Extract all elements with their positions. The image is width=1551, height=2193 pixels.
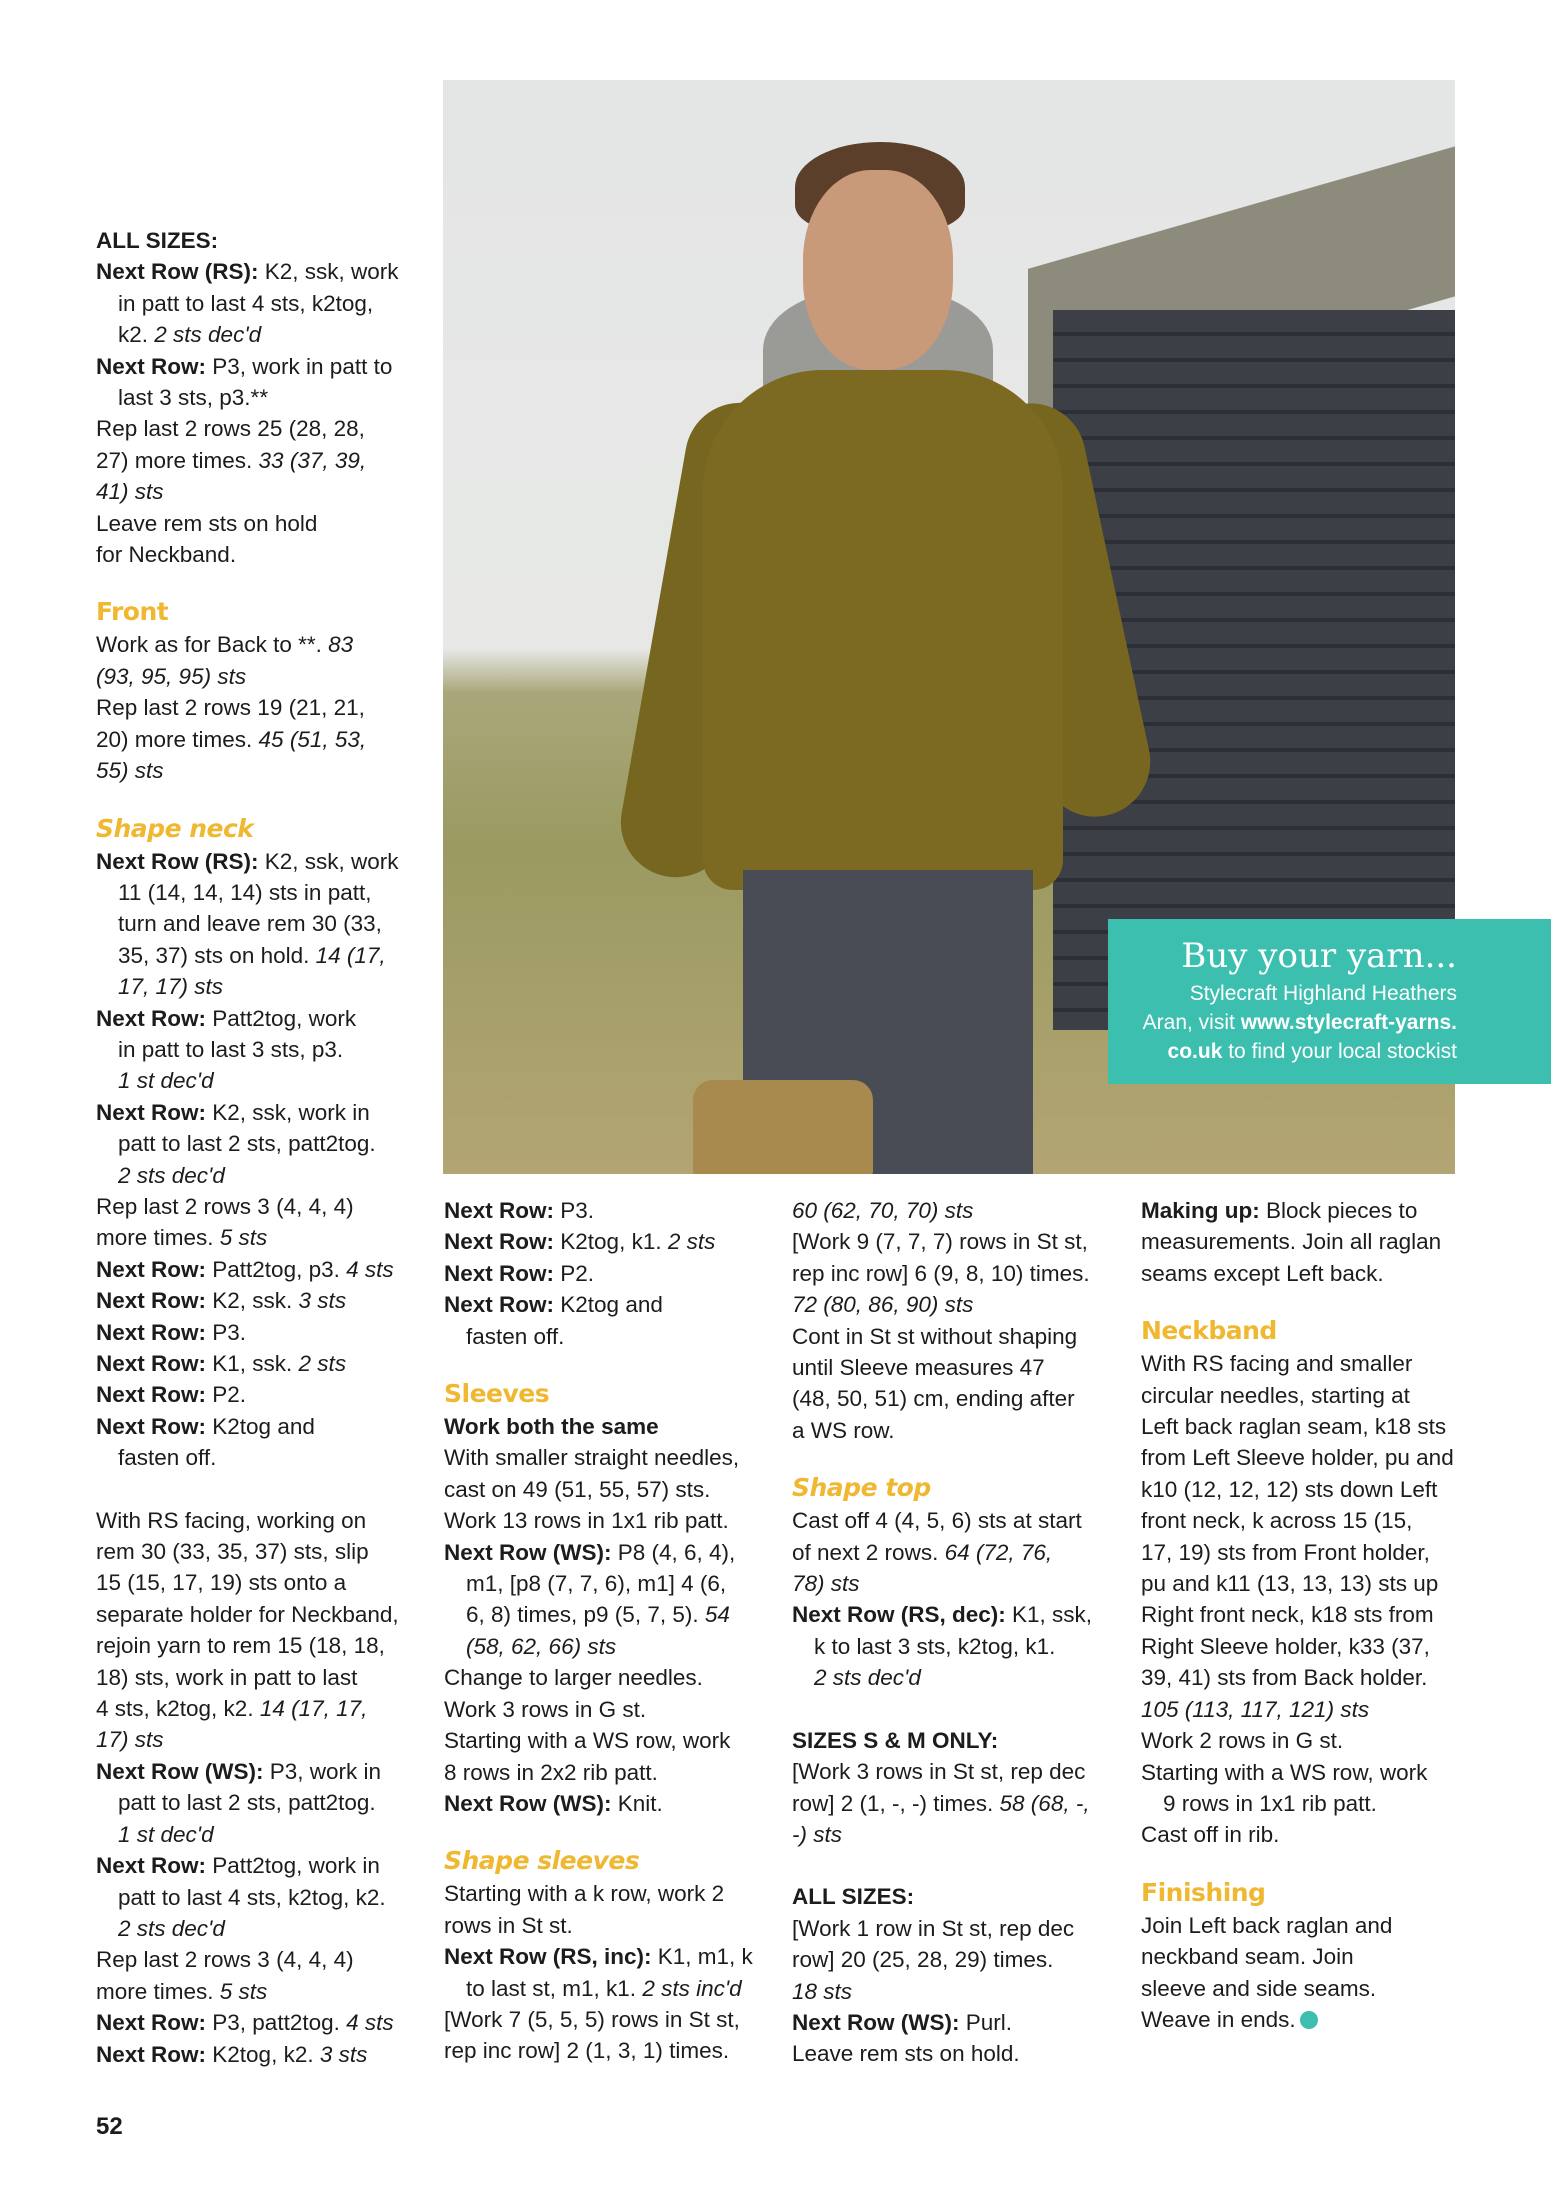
face — [803, 170, 953, 370]
sweater — [703, 370, 1063, 890]
column-2: Next Row: P3. Next Row: K2tog, k1. 2 sts Next Row: P2. Next Row: K2tog and fasten off. Sleeves Work both the same With smaller straight needles, cast on 49 (51, 55, 57) sts. Work 13 rows in 1x1 rib patt. Next Row (WS): P8 (4, 6, 4), m1, [p8 (7, 7, 6), m1] 4 (6, 6, 8) times, p9 (5, 7, 5). 54 (58, 62, 66) sts Change to larger needles. Work 3 rows in G st. Starting with a WS row, work 8 rows in 2x2 rib patt. Next Row (WS): Knit. Shape sleeves Starting with a k row, work 2 rows in St st. Next Row (RS, inc): K1, m1, k to last st, m1, k1. 2 sts inc'd [Work 7 (5, 5, 5) rows in St st, rep inc row] 2 (1, 3, 1) times. — [444, 1195, 774, 2067]
yarn-website-link[interactable]: www.stylecraft-yarns. — [1240, 1011, 1457, 1034]
buy-yarn-line1: Stylecraft Highland Heathers — [1189, 982, 1457, 1005]
heading-sleeves: Sleeves — [444, 1379, 550, 1409]
page-number: 52 — [96, 2113, 123, 2140]
yarn-website-link-end[interactable]: co.uk — [1167, 1040, 1223, 1063]
heading-shape-top: Shape top — [792, 1473, 931, 1503]
yarn-ball-icon — [1300, 2011, 1318, 2029]
column-1: ALL SIZES: Next Row (RS): K2, ssk, work in patt to last 4 sts, k2tog, k2. 2 sts dec'd Next Row: P3, work in patt to last 3 sts, p3.** Rep last 2 rows 25 (28, 28, 27) more times. 33 (37, 39, 41) sts Leave rem sts on hold for Neckband. Front Work as for Back to **. 83 (93, 95, 95) sts Rep last 2 rows 19 (21, 21, 20) more times. 45 (51, 53, 55) sts Shape neck Next Row (RS): K2, ssk, work 11 (14, 14, 14) sts in patt, turn and leave rem 30 (33, 35, 37) sts on hold. 14 (17, 17, 17) sts Next Row: Patt2tog, work in patt to last 3 sts, p3. 1 st dec'd Next Row: K2, ssk, work in patt to last 2 sts, patt2tog. 2 sts dec'd Rep last 2 rows 3 (4, 4, 4) more times. 5 sts Next Row: Patt2tog, p3. 4 sts Next Row: K2, ssk. 3 sts Next Row: P3. Next Row: K1, ssk. 2 sts Next Row: P2. Next Row: K2tog and fasten off. With RS facing, working on rem 30 (33, 35, 37) sts, slip 15 (15, 17, 19) sts onto a separate holder for Neckband, rejoin yarn to rem 15 (18, 18, 18) sts, work in patt to last 4 sts, k2tog, k2. 14 (17, 17, 17) sts Next Row (WS): P3, work in patt to last 2 sts, patt2tog. 1 st dec'd Next Row: Patt2tog, work in patt to last 4 sts, k2tog, k2. 2 sts dec'd Rep last 2 rows 3 (4, 4, 4) more times. 5 sts Next Row: P3, patt2tog. 4 sts Next Row: K2tog, k2. 3 sts — [96, 225, 426, 2070]
buy-yarn-line2: Aran, visit www.stylecraft-yarns. — [1142, 1011, 1457, 1034]
heading-shape-neck: Shape neck — [96, 813, 254, 843]
bag — [693, 1080, 873, 1174]
buy-yarn-line3: co.uk to find your local stockist — [1167, 1040, 1457, 1063]
heading-shape-sleeves: Shape sleeves — [444, 1846, 640, 1876]
heading-finishing: Finishing — [1141, 1877, 1266, 1907]
heading-neckband: Neckband — [1141, 1316, 1277, 1346]
buy-yarn-title: Buy your yarn... — [1181, 936, 1457, 976]
buy-yarn-box — [1108, 919, 1551, 1084]
column-3: 60 (62, 70, 70) sts [Work 9 (7, 7, 7) rows in St st, rep inc row] 6 (9, 8, 10) times. 72 (80, 86, 90) sts Cont in St st without shaping until Sleeve measures 47 (48, 50, 51) cm, ending after a WS row. Shape top Cast off 4 (4, 5, 6) sts at start of next 2 rows. 64 (72, 76, 78) sts Next Row (RS, dec): K1, ssk, k to last 3 sts, k2tog, k1. 2 sts dec'd SIZES S & M ONLY: [Work 3 rows in St st, rep dec row] 2 (1, -, -) times. 58 (68, -, -) sts ALL SIZES: [Work 1 row in St st, rep dec row] 20 (25, 28, 29) times. 18 sts Next Row (WS): Purl. Leave rem sts on hold. — [792, 1195, 1122, 2070]
column-4: Making up: Block pieces to measurements. Join all raglan seams except Left back. Neckband With RS facing and smaller circular needles, starting at Left back raglan seam, k18 sts from Left Sleeve holder, pu and k10 (12, 12, 12) sts down Left front neck, k across 15 (15, 17, 19) sts from Front holder, pu and k11 (13, 13, 13) sts up Right front neck, k18 sts from Right Sleeve holder, k33 (37, 39, 41) sts from Back holder. 105 (113, 117, 121) sts Work 2 rows in G st. Starting with a WS row, work 9 rows in 1x1 rib patt. Cast off in rib. Finishing Join Left back raglan and neckband seam. Join sleeve and side seams. Weave in ends. — [1141, 1195, 1471, 2035]
heading-front: Front — [96, 597, 169, 627]
